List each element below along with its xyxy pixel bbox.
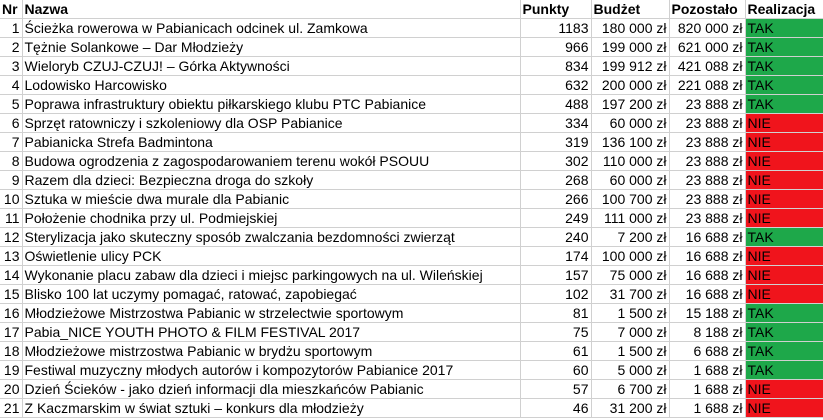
cell-nr[interactable]: 14: [0, 266, 22, 285]
cell-realization[interactable]: TAK: [745, 19, 823, 38]
cell-remaining[interactable]: 23 888 zł: [669, 190, 745, 209]
cell-name[interactable]: Sztuka w mieście dwa murale dla Pabianic: [22, 190, 520, 209]
cell-realization[interactable]: NIE: [745, 114, 823, 133]
table-row: [0, 209, 823, 228]
cell-realization[interactable]: NIE: [745, 171, 823, 190]
cell-points[interactable]: 1183: [520, 19, 591, 38]
cell-realization[interactable]: NIE: [745, 380, 823, 399]
cell-points[interactable]: 102: [520, 285, 591, 304]
table-row: [0, 361, 823, 380]
cell-realization[interactable]: TAK: [745, 95, 823, 114]
cell-budget[interactable]: 31 700 zł: [591, 285, 669, 304]
cell-name[interactable]: Tężnie Solankowe – Dar Młodzieży: [22, 38, 520, 57]
cell-realization[interactable]: TAK: [745, 76, 823, 95]
header-nr[interactable]: Nr: [0, 0, 22, 19]
table-row: [0, 76, 823, 95]
cell-budget[interactable]: 199 000 zł: [591, 38, 669, 57]
cell-nr[interactable]: 19: [0, 361, 22, 380]
cell-points[interactable]: 488: [520, 95, 591, 114]
cell-nr[interactable]: 9: [0, 171, 22, 190]
cell-remaining[interactable]: 23 888 zł: [669, 114, 745, 133]
cell-points[interactable]: 240: [520, 228, 591, 247]
table-row: [0, 133, 823, 152]
cell-realization[interactable]: TAK: [745, 57, 823, 76]
cell-budget[interactable]: 110 000 zł: [591, 152, 669, 171]
cell-realization[interactable]: NIE: [745, 133, 823, 152]
cell-name[interactable]: Młodzieżowe mistrzostwa Pabianic w brydżu sportowym: [22, 342, 520, 361]
cell-realization[interactable]: NIE: [745, 190, 823, 209]
cell-name[interactable]: Sprzęt ratowniczy i szkoleniowy dla OSP Pabianice: [22, 114, 520, 133]
cell-nr[interactable]: 6: [0, 114, 22, 133]
cell-name[interactable]: Oświetlenie ulicy PCK: [22, 247, 520, 266]
table-row: [0, 57, 823, 76]
cell-name[interactable]: Pabia_NICE YOUTH PHOTO & FILM FESTIVAL 2017: [22, 323, 520, 342]
cell-nr[interactable]: 7: [0, 133, 22, 152]
cell-remaining[interactable]: 16 688 zł: [669, 266, 745, 285]
cell-remaining[interactable]: 621 000 zł: [669, 38, 745, 57]
cell-nr[interactable]: 3: [0, 57, 22, 76]
header-name[interactable]: Nazwa: [22, 0, 520, 19]
cell-points[interactable]: 266: [520, 190, 591, 209]
table-row: [0, 228, 823, 247]
cell-nr[interactable]: 5: [0, 95, 22, 114]
cell-budget[interactable]: 7 200 zł: [591, 228, 669, 247]
cell-budget[interactable]: 199 912 zł: [591, 57, 669, 76]
table-row: [0, 342, 823, 361]
cell-budget[interactable]: 136 100 zł: [591, 133, 669, 152]
cell-budget[interactable]: 1 500 zł: [591, 342, 669, 361]
cell-points[interactable]: 157: [520, 266, 591, 285]
table-body: [0, 19, 823, 418]
cell-points[interactable]: 61: [520, 342, 591, 361]
cell-name[interactable]: Wykonanie placu zabaw dla dzieci i miejsc parkingowych na ul. Wileńskiej: [22, 266, 520, 285]
cell-budget[interactable]: 5 000 zł: [591, 361, 669, 380]
table-row: [0, 190, 823, 209]
cell-name[interactable]: Budowa ogrodzenia z zagospodarowaniem terenu wokół PSOUU: [22, 152, 520, 171]
cell-nr[interactable]: 16: [0, 304, 22, 323]
cell-remaining[interactable]: 820 000 zł: [669, 19, 745, 38]
header-row: [0, 0, 823, 19]
cell-nr[interactable]: 8: [0, 152, 22, 171]
table-row: [0, 399, 823, 418]
cell-name[interactable]: Młodzieżowe Mistrzostwa Pabianic w strzelectwie sportowym: [22, 304, 520, 323]
table-row: [0, 38, 823, 57]
cell-name[interactable]: Festiwal muzyczny młodych autorów i kompozytorów Pabianice 2017: [22, 361, 520, 380]
cell-points[interactable]: 302: [520, 152, 591, 171]
cell-points[interactable]: 174: [520, 247, 591, 266]
cell-remaining[interactable]: 1 688 zł: [669, 380, 745, 399]
header-realization[interactable]: Realizacja: [745, 0, 823, 19]
cell-name[interactable]: Pabianicka Strefa Badmintona: [22, 133, 520, 152]
table-row: [0, 152, 823, 171]
table-row: [0, 304, 823, 323]
cell-remaining[interactable]: 6 688 zł: [669, 342, 745, 361]
cell-realization[interactable]: NIE: [745, 152, 823, 171]
cell-nr[interactable]: 17: [0, 323, 22, 342]
cell-name[interactable]: Razem dla dzieci: Bezpieczna droga do szkoły: [22, 171, 520, 190]
cell-points[interactable]: 249: [520, 209, 591, 228]
cell-name[interactable]: Sterylizacja jako skuteczny sposób zwalczania bezdomności zwierząt: [22, 228, 520, 247]
cell-nr[interactable]: 2: [0, 38, 22, 57]
cell-budget[interactable]: 200 000 zł: [591, 76, 669, 95]
table-row: [0, 114, 823, 133]
table-row: [0, 285, 823, 304]
cell-name[interactable]: Dzień Ścieków - jako dzień informacji dla mieszkańców Pabianic: [22, 380, 520, 399]
cell-remaining[interactable]: 23 888 zł: [669, 95, 745, 114]
cell-points[interactable]: 60: [520, 361, 591, 380]
cell-name[interactable]: Blisko 100 lat uczymy pomagać, ratować, zapobiegać: [22, 285, 520, 304]
cell-budget[interactable]: 1 500 zł: [591, 304, 669, 323]
cell-nr[interactable]: 12: [0, 228, 22, 247]
cell-remaining[interactable]: 16 688 zł: [669, 285, 745, 304]
cell-remaining[interactable]: 16 688 zł: [669, 228, 745, 247]
cell-nr[interactable]: 10: [0, 190, 22, 209]
cell-remaining[interactable]: 1 688 zł: [669, 361, 745, 380]
cell-remaining[interactable]: 23 888 zł: [669, 133, 745, 152]
cell-points[interactable]: 75: [520, 323, 591, 342]
cell-realization[interactable]: TAK: [745, 38, 823, 57]
cell-budget[interactable]: 60 000 zł: [591, 114, 669, 133]
table-row: [0, 323, 823, 342]
table-row: [0, 19, 823, 38]
cell-realization[interactable]: NIE: [745, 209, 823, 228]
cell-nr[interactable]: 1: [0, 19, 22, 38]
cell-realization[interactable]: TAK: [745, 342, 823, 361]
cell-remaining[interactable]: 23 888 zł: [669, 209, 745, 228]
cell-points[interactable]: 57: [520, 380, 591, 399]
cell-nr[interactable]: 4: [0, 76, 22, 95]
table-row: [0, 95, 823, 114]
table-row: [0, 247, 823, 266]
cell-name[interactable]: Z Kaczmarskim w świat sztuki – konkurs dla młodzieży: [22, 399, 520, 418]
cell-remaining[interactable]: 16 688 zł: [669, 247, 745, 266]
cell-remaining[interactable]: 8 188 zł: [669, 323, 745, 342]
cell-points[interactable]: 334: [520, 114, 591, 133]
cell-name[interactable]: Wieloryb CZUJ-CZUJ! – Górka Aktywności: [22, 57, 520, 76]
header-budget[interactable]: Budżet: [591, 0, 669, 19]
cell-remaining[interactable]: 23 888 zł: [669, 152, 745, 171]
cell-budget[interactable]: 111 000 zł: [591, 209, 669, 228]
table-row: [0, 266, 823, 285]
cell-points[interactable]: 81: [520, 304, 591, 323]
header-points[interactable]: Punkty: [520, 0, 591, 19]
table-row: [0, 380, 823, 399]
cell-budget[interactable]: 6 700 zł: [591, 380, 669, 399]
cell-name[interactable]: Położenie chodnika przy ul. Podmiejskiej: [22, 209, 520, 228]
cell-nr[interactable]: 18: [0, 342, 22, 361]
cell-budget[interactable]: 7 000 zł: [591, 323, 669, 342]
cell-remaining[interactable]: 221 088 zł: [669, 76, 745, 95]
cell-points[interactable]: 46: [520, 399, 591, 418]
cell-remaining[interactable]: 1 688 zł: [669, 399, 745, 418]
cell-budget[interactable]: 100 000 zł: [591, 247, 669, 266]
table-row: [0, 171, 823, 190]
cell-realization[interactable]: NIE: [745, 247, 823, 266]
cell-points[interactable]: 319: [520, 133, 591, 152]
cell-realization[interactable]: NIE: [745, 399, 823, 418]
cell-nr[interactable]: 21: [0, 399, 22, 418]
cell-realization[interactable]: TAK: [745, 228, 823, 247]
cell-realization[interactable]: TAK: [745, 304, 823, 323]
cell-name[interactable]: Ścieżka rowerowa w Pabianicach odcinek ul. Zamkowa: [22, 19, 520, 38]
cell-budget[interactable]: 75 000 zł: [591, 266, 669, 285]
cell-realization[interactable]: TAK: [745, 361, 823, 380]
cell-remaining[interactable]: 15 188 zł: [669, 304, 745, 323]
cell-points[interactable]: 268: [520, 171, 591, 190]
cell-name[interactable]: Lodowisko Harcowisko: [22, 76, 520, 95]
cell-realization[interactable]: NIE: [745, 285, 823, 304]
header-remaining[interactable]: Pozostało: [669, 0, 745, 19]
cell-points[interactable]: 632: [520, 76, 591, 95]
cell-budget[interactable]: 100 700 zł: [591, 190, 669, 209]
cell-realization[interactable]: NIE: [745, 266, 823, 285]
cell-name[interactable]: Poprawa infrastruktury obiektu piłkarskiego klubu PTC Pabianice: [22, 95, 520, 114]
cell-points[interactable]: 834: [520, 57, 591, 76]
cell-budget[interactable]: 180 000 zł: [591, 19, 669, 38]
cell-nr[interactable]: 20: [0, 380, 22, 399]
cell-realization[interactable]: TAK: [745, 323, 823, 342]
cell-nr[interactable]: 13: [0, 247, 22, 266]
cell-points[interactable]: 966: [520, 38, 591, 57]
cell-budget[interactable]: 197 200 zł: [591, 95, 669, 114]
cell-remaining[interactable]: 23 888 zł: [669, 171, 745, 190]
cell-nr[interactable]: 11: [0, 209, 22, 228]
cell-nr[interactable]: 15: [0, 285, 22, 304]
cell-budget[interactable]: 31 200 zł: [591, 399, 669, 418]
cell-remaining[interactable]: 421 088 zł: [669, 57, 745, 76]
cell-budget[interactable]: 60 000 zł: [591, 171, 669, 190]
